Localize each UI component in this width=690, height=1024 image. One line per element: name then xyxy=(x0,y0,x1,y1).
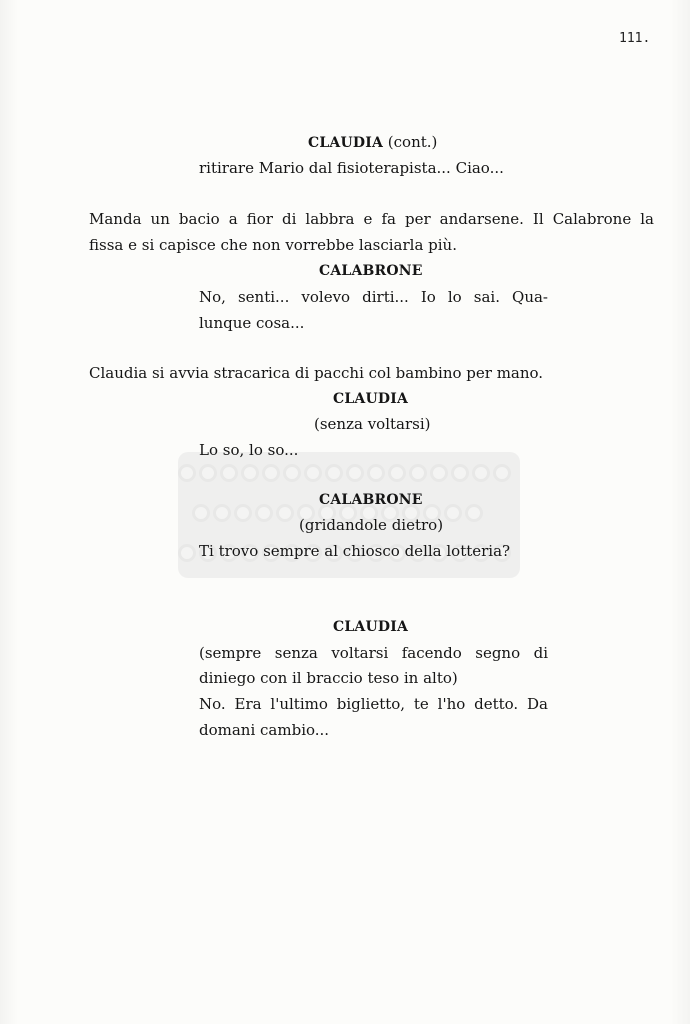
action-line: Claudia si avvia stracarica di pacchi col bambino per mano. xyxy=(89,364,544,382)
dialogue-line: No, senti... volevo dirti... Io lo sai. Qua- xyxy=(199,288,548,306)
action-line: fissa e si capisce che non vorrebbe lasciarla più. xyxy=(89,236,457,254)
dialogue-line: domani cambio... xyxy=(199,721,330,739)
parenthetical: (gridandole dietro) xyxy=(299,516,444,534)
dialogue-line: Ti trovo sempre al chiosco della lotteria? xyxy=(199,542,511,560)
dialogue-line: No. Era l'ultimo biglietto, te l'ho detto. Da xyxy=(199,695,548,713)
dialogue-line: ritirare Mario dal fisioterapista... Ciao... xyxy=(199,159,504,177)
speaker-name: CLAUDIA xyxy=(333,391,409,407)
parenthetical: (sempre senza voltarsi facendo segno di xyxy=(199,644,548,662)
parenthetical: (senza voltarsi) xyxy=(314,415,431,433)
speaker-extension: (cont.) xyxy=(383,133,438,151)
speaker-heading xyxy=(308,134,437,152)
dialogue-line: lunque cosa... xyxy=(199,314,305,332)
speaker-name: CALABRONE xyxy=(319,492,423,508)
speaker-name: CALABRONE xyxy=(319,263,423,279)
dialogue-line: Lo so, lo so... xyxy=(199,441,299,459)
parenthetical: diniego con il braccio teso in alto) xyxy=(199,669,458,687)
speaker-name: CLAUDIA xyxy=(333,619,409,635)
speaker-name: CLAUDIA xyxy=(308,135,384,151)
page-number: 111. xyxy=(619,31,651,46)
action-line: Manda un bacio a fior di labbra e fa per andarsene. Il Calabrone la xyxy=(89,210,654,228)
